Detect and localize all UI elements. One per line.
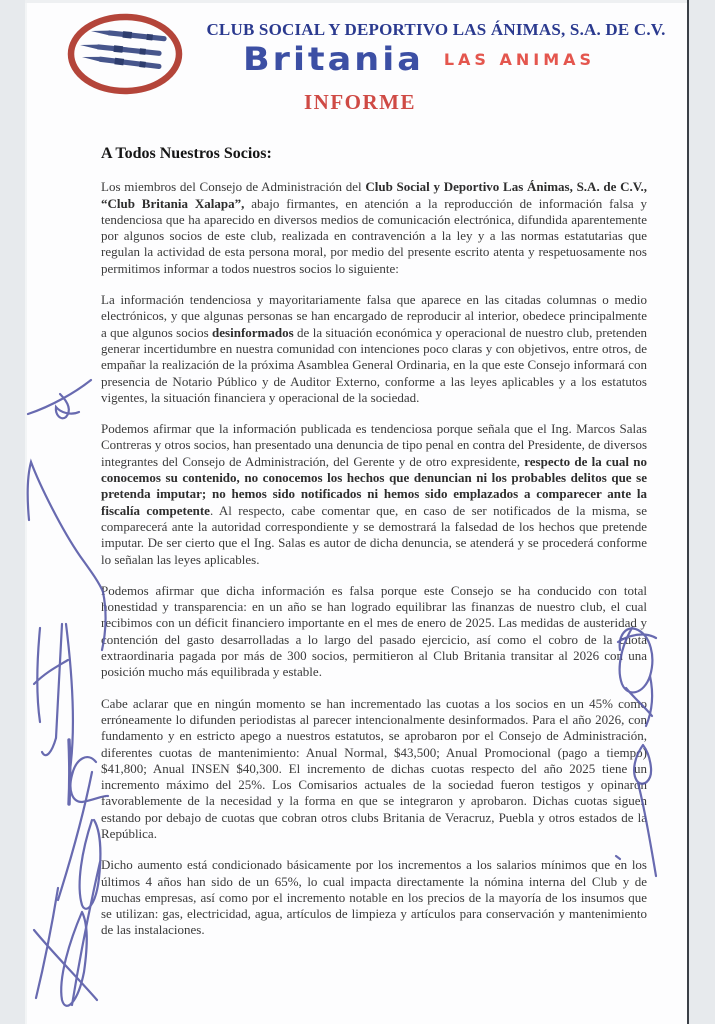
document-page — [25, 0, 689, 1024]
paragraphs-container — [101, 179, 647, 938]
paragraph: Podemos afirmar que la información publicada es tendenciosa porque señala que el Ing. Marcos Salas Contreras y otros socios, han presentado una denuncia de tipo penal en contra del Presidente, de diversos integrantes del Consejo de Administración, del Gerente y de otro expresidente, respecto de la cual no conocemos su contenido, no conocemos los hechos que denuncian ni los probables delitos que se pretenda imputar; no hemos sido notificados ni hemos sido emplazados a comparecer ante la fiscalía competente. Al respecto, cabe comentar que, en caso de ser notificados de la misma, se comparecerá ante la autoridad correspondiente y se demostrará la falsedad de los hechos que pretende imputar. De ser cierto que el Ing. Salas es autor de dicha denuncia, se atenderá y se procederá conforme lo señalan las leyes aplicables. — [101, 421, 647, 567]
paragraph: Podemos afirmar que dicha información es falsa porque este Consejo se ha conducido con total honestidad y transparencia: en un año se han logrado equilibrar las finanzas de nuestro club, el cual recibimos con un déficit financiero importante en el mes de enero de 2025. Las medidas de austeridad y contención del gasto desarrolladas a lo largo del pasado ejercicio, así como el cobro de la cuota extraordinaria pagada por más de 300 socios, permitieron al Club Britania transitar al 2026 con una posición mucho más equilibrada y estable. — [101, 582, 647, 680]
document-title: INFORME — [304, 90, 416, 114]
salutation: A Todos Nuestros Socios: — [101, 145, 272, 162]
letter-body — [101, 146, 647, 954]
paragraph: La información tendenciosa y mayoritariamente falsa que aparece en las citadas columnas o medio electrónicos, y que algunas personas se han encargado de reproducir al interior, obedece principalmente a que algunos socios desinformados de la situación económica y operacional de nuestro club, pretenden generar incertidumbre en nuestra comunidad con intenciones poco claras y con objetivos, entre otros, de empañar la realización de la próxima Asamblea General Ordinaria, en la que este Consejo informará con presencia de Notario Público y de Auditor Externo, conforme a las leyes aplicables y a los estatutos vigentes, la situación financiera y operacional de la sociedad. — [101, 292, 648, 405]
paragraph: Dicho aumento está condicionado básicamente por los incrementos a los salarios mínimos que en los últimos 4 años han sido de un 65%, lo cual impacta directamente la nómina interna del Club y de muchas empresas, así como por el incremento notable en los precios de la mayoría de los insumos que se utilizan: gas, electricidad, agua, artículos de limpieza y artículos para conservación y mantenimiento de las instalaciones. — [101, 857, 647, 938]
organization-name: CLUB SOCIAL Y DEPORTIVO LAS ÁNIMAS, S.A. DE C.V. — [206, 20, 666, 39]
paragraph: Cabe aclarar que en ningún momento se han incrementado las cuotas a los socios en un 45% como erróneamente lo difunden periodistas al parecer intencionalmente desinformados. Para el año 2026, con fundamento y en estricto apego a nuestros estatutos, se aprobaron por el Consejo de Administración, diferentes cuotas de mantenimiento: Anual Normal, $43,500; Anual Promocional (pago a tiempo) $41,800; Anual INSEN $40,300. El incremento de dichas cuotas respecto del año 2025 tiene un incremento máximo del 25%. Los Comisarios actuales de la sociedad fueron testigos y opinaron favorablemente de la necesidad y la forma en que se integraron y aprobaron. Dichas cuotas siguen estando por debajo de cuotas que cobran otros clubs Britania de Veracruz, Puebla y otros estados de la República. — [101, 695, 647, 841]
paragraph: Los miembros del Consejo de Administración del Club Social y Deportivo Las Ánimas, S.A. de C.V., “Club Britania Xalapa”, abajo firmantes, en atención a la reproducción de información falsa y tendenciosa que ha aparecido en diversos medios de comunicación electrónica, difundida aparentemente por algunos socios de este club, realizada en contravención a la ley y a las normas estatutarias que regulan la actividad de esta persona moral, por medio del presente escrito atenta y respetuosamente nos permitimos informar a todos nuestros socios lo siguiente: — [101, 179, 648, 276]
brand-row — [243, 40, 673, 80]
club-logo-icon — [65, 12, 187, 108]
brand-logotype: Britania — [243, 41, 424, 79]
brand-location-label: LAS ANIMAS — [443, 50, 596, 69]
